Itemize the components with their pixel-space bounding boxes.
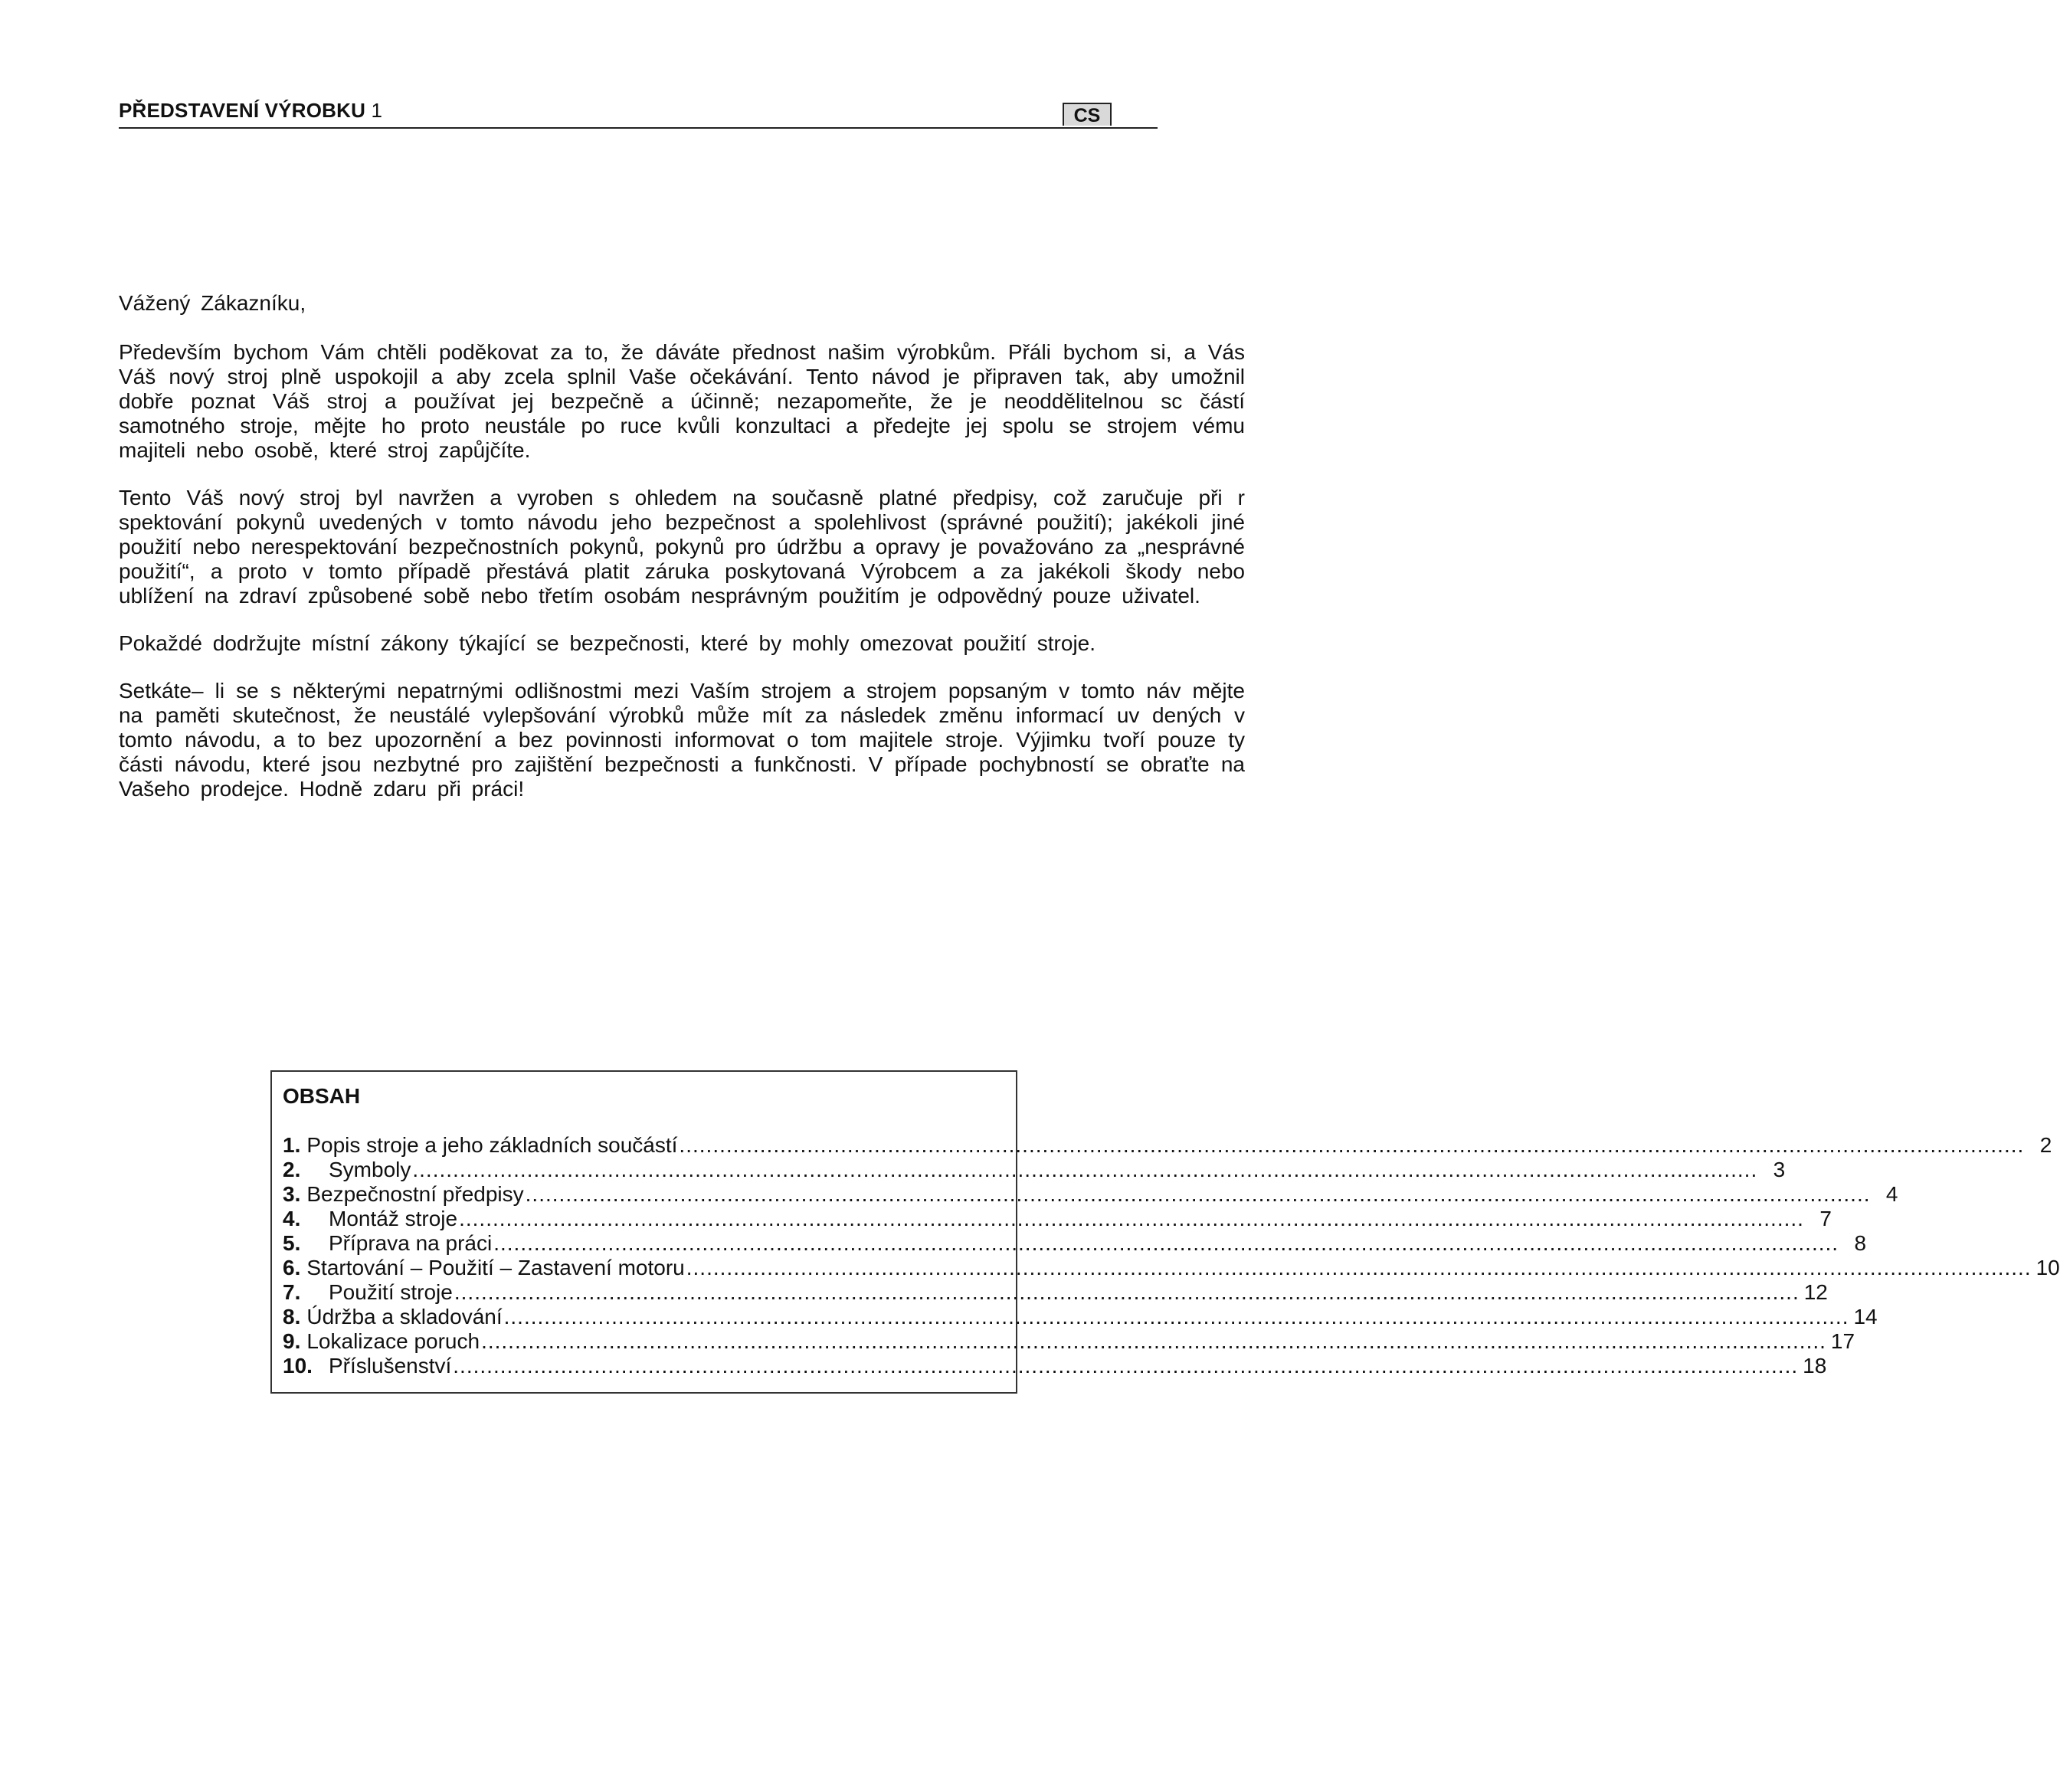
toc-item-page: 3 bbox=[1773, 1158, 1786, 1181]
toc-title: OBSAH bbox=[283, 1084, 361, 1108]
toc-item-number: 4. bbox=[283, 1207, 301, 1230]
letter-body bbox=[119, 291, 1245, 824]
language-badge: CS bbox=[1063, 103, 1112, 126]
letter-greeting: Vážený Zákazníku, bbox=[119, 291, 306, 315]
toc-item-page: 17 bbox=[1830, 1329, 1855, 1353]
toc-leader-dots: ........................................................................................................................................................................................................ bbox=[412, 1158, 1758, 1181]
toc-item-label: Lokalizace poruch bbox=[306, 1329, 480, 1353]
toc-item-label: Bezpečnostní předpisy bbox=[306, 1182, 524, 1206]
toc-item-page: 18 bbox=[1803, 1354, 1827, 1378]
toc-item-page: 8 bbox=[1854, 1231, 1867, 1255]
table-of-contents bbox=[270, 1070, 2060, 1394]
toc-item[interactable] bbox=[283, 1207, 1832, 1231]
toc-item[interactable] bbox=[283, 1231, 1867, 1256]
letter-clip bbox=[119, 291, 1245, 873]
toc-item-page: 2 bbox=[2039, 1133, 2052, 1157]
page-title-text: PŘEDSTAVENÍ VÝROBKU bbox=[119, 99, 366, 122]
toc-list bbox=[283, 1133, 2060, 1378]
toc-item[interactable] bbox=[283, 1329, 1855, 1354]
toc-item-label: Symboly bbox=[329, 1158, 411, 1181]
toc-item[interactable] bbox=[283, 1305, 1878, 1329]
toc-item-page: 14 bbox=[1853, 1305, 1878, 1328]
toc-item[interactable] bbox=[283, 1133, 2052, 1158]
toc-leader-dots: ........................................................................................................................................................................................................ bbox=[686, 1256, 2032, 1279]
toc-item-number: 2. bbox=[283, 1158, 301, 1181]
toc-item-number: 10. bbox=[283, 1354, 313, 1378]
letter-paragraph-4: Setkáte– li se s některými nepatrnými odlišnostmi mezi Vaším strojem a strojem popsaným v tomto náv mějte na paměti skutečnost, že neustálé vylepšování výrobků může mít za následek změnu informací uv dených v tomto návodu, a to bez upozornění a bez povinnosti informovat o tom majitele stroje. Výjimku tvoří pouze ty části návodu, které jsou nezbytné pro zajištění bezpečnosti a funkčnosti. V případe pochybností se obraťte na Vašeho prodejce. Hodně zdaru při práci! bbox=[119, 679, 1245, 801]
toc-item-page: 7 bbox=[1819, 1207, 1832, 1230]
toc-item-label: Příslušenství bbox=[329, 1354, 452, 1378]
toc-leader-dots: ........................................................................................................................................................................................................ bbox=[454, 1280, 1800, 1304]
toc-item-label: Montáž stroje bbox=[329, 1207, 458, 1230]
toc-item[interactable] bbox=[283, 1354, 1827, 1378]
toc-item-number: 6. bbox=[283, 1256, 301, 1279]
toc-leader-dots: ........................................................................................................................................................................................................ bbox=[493, 1231, 1839, 1255]
letter-paragraph-2: Tento Váš nový stroj byl navržen a vyroben s ohledem na současně platné předpisy, což zaručuje při r spektování pokynů uvedených v tomto návodu jeho bezpečnost a spolehlivost (správné použití); jakékoli jiné použití nebo nerespektování bezpečnostních pokynů, pokynů pro údržbu a opravy je považováno za „nesprávné použití“, a proto v tomto případě přestává platit záruka poskytovaná Výrobcem a za jakékoli škody nebo ublížení na zdraví způsobené sobě nebo třetím osobám nesprávným použitím je odpovědný pouze uživatel. bbox=[119, 486, 1245, 608]
toc-leader-dots: ........................................................................................................................................................................................................ bbox=[525, 1182, 1871, 1206]
toc-item-number: 5. bbox=[283, 1231, 301, 1255]
page-header bbox=[119, 98, 1158, 129]
toc-item-label: Příprava na práci bbox=[329, 1231, 493, 1255]
toc-item-label: Údržba a skladování bbox=[306, 1305, 503, 1328]
toc-leader-dots: ........................................................................................................................................................................................................ bbox=[481, 1329, 1826, 1353]
toc-item[interactable] bbox=[283, 1280, 1828, 1305]
toc-item[interactable] bbox=[283, 1182, 1898, 1207]
toc-leader-dots: ........................................................................................................................................................................................................ bbox=[459, 1207, 1804, 1230]
toc-item-page: 12 bbox=[1803, 1280, 1828, 1304]
toc-leader-dots: ........................................................................................................................................................................................................ bbox=[453, 1354, 1799, 1378]
page-number: 1 bbox=[371, 99, 383, 122]
letter-paragraph-3: Pokaždé dodržujte místní zákony týkající se bezpečnosti, které by mohly omezovat použití stroje. bbox=[119, 631, 1096, 655]
toc-item[interactable] bbox=[283, 1158, 1786, 1182]
toc-item-number: 8. bbox=[283, 1305, 301, 1328]
toc-item[interactable] bbox=[283, 1256, 2060, 1280]
toc-item-label: Startování – Použití – Zastavení motoru bbox=[306, 1256, 685, 1279]
toc-item-number: 7. bbox=[283, 1280, 301, 1304]
toc-item-number: 1. bbox=[283, 1133, 301, 1157]
letter-paragraph-1: Především bychom Vám chtěli poděkovat za to, že dáváte přednost našim výrobkům. Přáli bychom si, a Vás Váš nový stroj plně uspokojil a aby zcela splnil Vaše očekávání. Tento návod je připraven tak, aby umožnil dobře poznat Váš stroj a používat jej bezpečně a účinně; nezapomeňte, že je neoddělitelnou sc částí samotného stroje, mějte ho proto neustále po ruce kvůli konzultaci a předejte jej spolu se strojem vému majiteli nebo osobě, které stroj zapůjčíte. bbox=[119, 340, 1245, 462]
toc-leader-dots: ........................................................................................................................................................................................................ bbox=[679, 1133, 2025, 1157]
page-title bbox=[119, 98, 382, 123]
toc-item-number: 9. bbox=[283, 1329, 301, 1353]
toc-item-page: 10 bbox=[2035, 1256, 2060, 1279]
toc-item-label: Použití stroje bbox=[329, 1280, 453, 1304]
toc-item-label: Popis stroje a jeho základních součástí bbox=[306, 1133, 678, 1157]
toc-leader-dots: ........................................................................................................................................................................................................ bbox=[503, 1305, 1849, 1328]
toc-item-page: 4 bbox=[1885, 1182, 1898, 1206]
toc-item-number: 3. bbox=[283, 1182, 301, 1206]
